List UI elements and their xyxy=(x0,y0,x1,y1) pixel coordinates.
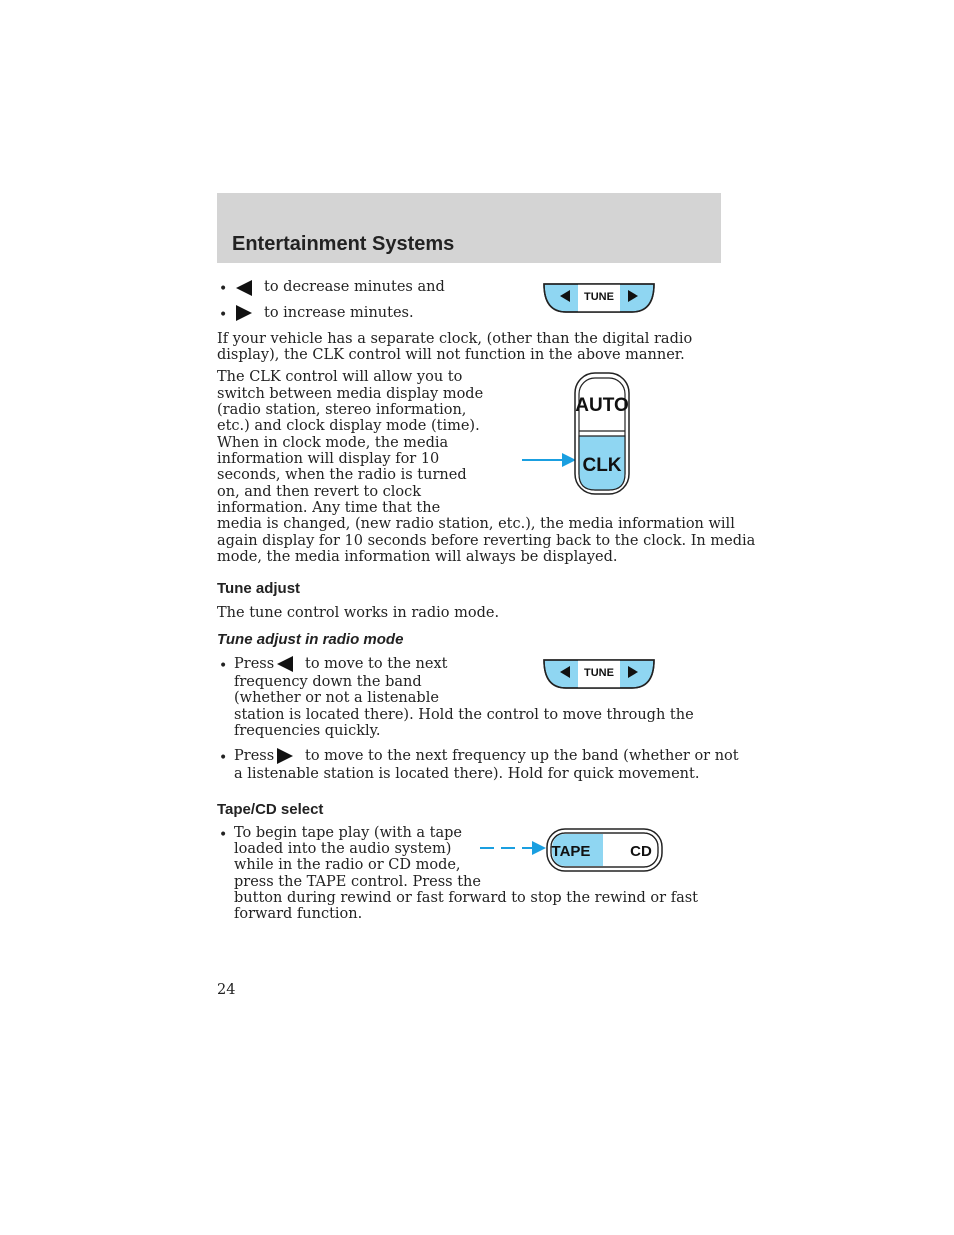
right-arrow-icon xyxy=(236,305,252,321)
press-word: Press xyxy=(234,748,275,764)
clk-para-line: switch between media display mode xyxy=(217,386,484,402)
bullet-increase-minutes: to increase minutes. xyxy=(264,305,414,321)
bullet-dot: • xyxy=(219,827,228,843)
tune-adjust-intro: The tune control works in radio mode. xyxy=(217,605,500,621)
tape-cd-heading: Tape/CD select xyxy=(217,801,324,818)
auto-clk-control-illustration xyxy=(518,370,634,498)
tune-radio-mode-heading: Tune adjust in radio mode xyxy=(217,631,404,648)
clk-para-line: The CLK control will allow you to xyxy=(217,369,463,385)
tune-bullet1-line: frequencies quickly. xyxy=(234,723,381,739)
tune-label: TUNE xyxy=(584,667,614,679)
clk-para-line: information. Any time that the xyxy=(217,500,441,516)
tape-line: loaded into the audio system) xyxy=(234,841,452,857)
tune-bullet1-first: to move to the next xyxy=(305,656,448,672)
tape-line: forward function. xyxy=(234,906,363,922)
pointer-arrow-icon xyxy=(532,841,546,855)
section-header xyxy=(217,193,721,263)
clk-para-line: seconds, when the radio is turned xyxy=(217,467,467,483)
bullet-dot: • xyxy=(219,281,228,297)
bullet-dot: • xyxy=(219,307,228,323)
tune-bullet2-line: a listenable station is located there). Hold for quick movement. xyxy=(234,766,700,782)
bullet-decrease-minutes: to decrease minutes and xyxy=(264,279,445,295)
clk-para-line: (radio station, stereo information, xyxy=(217,402,467,418)
page-number: 24 xyxy=(217,982,236,998)
tune-bullet2-first: to move to the next frequency up the band (whether or not xyxy=(305,748,739,764)
tune-bullet1-line: (whether or not a listenable xyxy=(234,690,439,706)
tape-line: while in the radio or CD mode, xyxy=(234,857,461,873)
tune-control-illustration xyxy=(542,282,658,316)
tape-line: button during rewind or fast forward to stop the rewind or fast xyxy=(234,890,698,906)
tune-bullet1-line: station is located there). Hold the control to move through the xyxy=(234,707,694,723)
right-arrow-icon xyxy=(277,748,293,764)
press-word: Press xyxy=(234,656,275,672)
left-arrow-icon xyxy=(236,280,252,296)
pointer-arrow-icon xyxy=(562,453,576,467)
auto-label: AUTO xyxy=(575,395,629,416)
separate-clock-line-2: display), the CLK control will not function in the above manner. xyxy=(217,347,685,363)
clk-para-line: etc.) and clock display mode (time). xyxy=(217,418,480,434)
tune-bullet1-line: frequency down the band xyxy=(234,674,422,690)
tune-adjust-heading: Tune adjust xyxy=(217,580,301,597)
tape-cd-control-illustration xyxy=(478,826,666,874)
tape-line: press the TAPE control. Press the xyxy=(234,874,481,890)
clk-para-line: again display for 10 seconds before reverting back to the clock. In media xyxy=(217,533,756,549)
bullet-dot: • xyxy=(219,750,228,766)
clk-para-line: media is changed, (new radio station, etc.), the media information will xyxy=(217,516,735,532)
section-title: Entertainment Systems xyxy=(232,233,455,255)
bullet-dot: • xyxy=(219,658,228,674)
tune-label: TUNE xyxy=(584,291,614,303)
left-arrow-icon xyxy=(277,656,293,672)
clk-label: CLK xyxy=(582,455,622,476)
separate-clock-line-1: If your vehicle has a separate clock, (other than the digital radio xyxy=(217,331,693,347)
tape-line: To begin tape play (with a tape xyxy=(234,825,462,841)
tape-label: TAPE xyxy=(551,843,591,860)
clk-para-line: information will display for 10 xyxy=(217,451,440,467)
clk-para-line: mode, the media information will always be displayed. xyxy=(217,549,618,565)
cd-label: CD xyxy=(630,843,652,860)
tune-control-illustration xyxy=(542,658,658,692)
clk-para-line: When in clock mode, the media xyxy=(217,435,449,451)
clk-para-line: on, and then revert to clock xyxy=(217,484,422,500)
